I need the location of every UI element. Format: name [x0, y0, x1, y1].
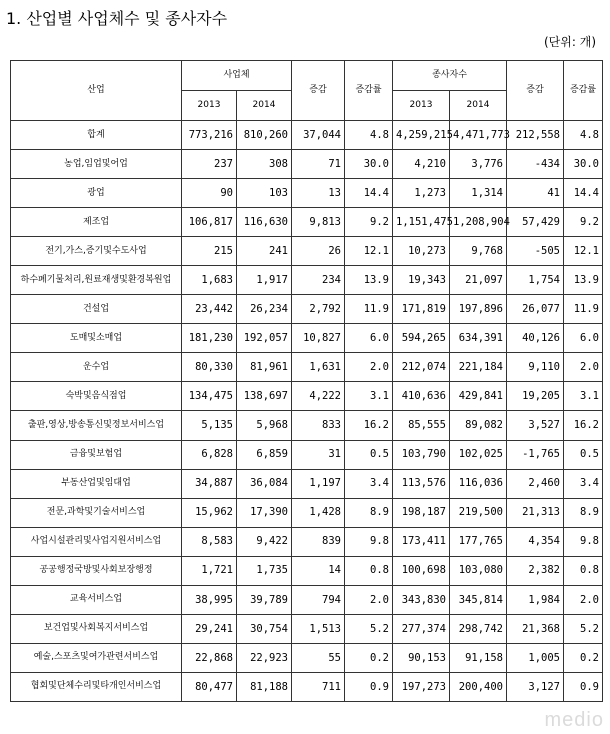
page-title: 1. 산업별 사업체수 및 종사자수 — [6, 9, 228, 28]
establishments-change-rate-cell: 6.0 — [345, 324, 393, 353]
establishments-change-cell: 2,792 — [292, 295, 345, 324]
industry-cell: 공공행정국방및사회보장행정 — [11, 556, 182, 585]
workers-change-cell: 21,368 — [507, 614, 564, 643]
establishments-change-cell: 711 — [292, 672, 345, 701]
table-row — [11, 643, 603, 672]
workers-2013-cell: 1,273 — [393, 179, 450, 208]
establishments-change-cell: 234 — [292, 266, 345, 295]
establishments-change-rate-cell: 2.0 — [345, 585, 393, 614]
workers-change-cell: -434 — [507, 150, 564, 179]
establishments-change-rate-cell: 16.2 — [345, 411, 393, 440]
industry-cell: 사업시설관리및사업지원서비스업 — [11, 527, 182, 556]
establishments-change-rate-cell: 4.8 — [345, 121, 393, 150]
workers-change-rate-cell: 4.8 — [564, 121, 603, 150]
workers-change-cell: 19,205 — [507, 382, 564, 411]
establishments-2013-cell: 215 — [182, 237, 237, 266]
establishments-change-rate-cell: 11.9 — [345, 295, 393, 324]
industry-cell: 예술,스포츠및여가관련서비스업 — [11, 643, 182, 672]
establishments-change-cell: 839 — [292, 527, 345, 556]
establishments-change-rate-cell: 13.9 — [345, 266, 393, 295]
workers-change-cell: 3,127 — [507, 672, 564, 701]
establishments-2013-cell: 237 — [182, 150, 237, 179]
workers-2013-cell: 10,273 — [393, 237, 450, 266]
workers-2014-cell: 89,082 — [450, 411, 507, 440]
establishments-change-cell: 37,044 — [292, 121, 345, 150]
table-row — [11, 440, 603, 469]
establishments-change-rate-cell: 0.5 — [345, 440, 393, 469]
establishments-2013-cell: 8,583 — [182, 527, 237, 556]
workers-change-rate-cell: 2.0 — [564, 353, 603, 382]
industry-stats-table — [10, 60, 603, 702]
workers-2014-cell: 103,080 — [450, 556, 507, 585]
establishments-2014-cell: 81,961 — [237, 353, 292, 382]
workers-2013-cell: 277,374 — [393, 614, 450, 643]
workers-2014-cell: 197,896 — [450, 295, 507, 324]
table-row — [11, 295, 603, 324]
workers-2013-cell: 103,790 — [393, 440, 450, 469]
industry-cell: 운수업 — [11, 353, 182, 382]
establishments-2013-cell: 22,868 — [182, 643, 237, 672]
workers-change-rate-cell: 14.4 — [564, 179, 603, 208]
industry-cell: 합계 — [11, 121, 182, 150]
workers-change-rate-cell: 8.9 — [564, 498, 603, 527]
establishments-2013-cell: 1,721 — [182, 556, 237, 585]
table-row — [11, 498, 603, 527]
table-row — [11, 527, 603, 556]
table-row — [11, 614, 603, 643]
workers-change-cell: 3,527 — [507, 411, 564, 440]
establishments-change-rate-cell: 12.1 — [345, 237, 393, 266]
establishments-change-rate-cell: 9.8 — [345, 527, 393, 556]
workers-2013-cell: 90,153 — [393, 643, 450, 672]
workers-change-rate-cell: 11.9 — [564, 295, 603, 324]
workers-change-cell: -505 — [507, 237, 564, 266]
establishments-2014-cell: 192,057 — [237, 324, 292, 353]
workers-change-rate-cell: 0.8 — [564, 556, 603, 585]
workers-2013-cell: 1,151,475 — [393, 208, 450, 237]
workers-change-rate-cell: 0.2 — [564, 643, 603, 672]
workers-change-rate-cell: 5.2 — [564, 614, 603, 643]
establishments-change-rate-cell: 14.4 — [345, 179, 393, 208]
establishments-2014-cell: 36,084 — [237, 469, 292, 498]
establishments-2014-cell: 308 — [237, 150, 292, 179]
unit-label: (단위: 개) — [544, 35, 596, 49]
workers-change-rate-cell: 9.8 — [564, 527, 603, 556]
table-row — [11, 382, 603, 411]
table-row — [11, 150, 603, 179]
industry-cell: 출판,영상,방송통신및정보서비스업 — [11, 411, 182, 440]
establishments-change-cell: 9,813 — [292, 208, 345, 237]
workers-2014-cell: 9,768 — [450, 237, 507, 266]
workers-change-cell: 1,754 — [507, 266, 564, 295]
establishments-change-cell: 1,428 — [292, 498, 345, 527]
industry-cell: 숙박및음식점업 — [11, 382, 182, 411]
establishments-change-rate-cell: 2.0 — [345, 353, 393, 382]
industry-cell: 전문,과학및기술서비스업 — [11, 498, 182, 527]
workers-2013-cell: 100,698 — [393, 556, 450, 585]
establishments-change-rate-cell: 8.9 — [345, 498, 393, 527]
establishments-change-cell: 31 — [292, 440, 345, 469]
workers-2014-cell: 4,471,773 — [450, 121, 507, 150]
workers-change-cell: 2,460 — [507, 469, 564, 498]
establishments-2013-cell: 6,828 — [182, 440, 237, 469]
establishments-change-rate-cell: 0.9 — [345, 672, 393, 701]
establishments-change-cell: 13 — [292, 179, 345, 208]
establishments-2014-cell: 30,754 — [237, 614, 292, 643]
workers-2013-cell: 343,830 — [393, 585, 450, 614]
workers-2014-cell: 102,025 — [450, 440, 507, 469]
industry-cell: 협회및단체수리및타개인서비스업 — [11, 672, 182, 701]
establishments-2013-cell: 23,442 — [182, 295, 237, 324]
establishments-2013-cell: 134,475 — [182, 382, 237, 411]
table-row — [11, 585, 603, 614]
establishments-2013-cell: 106,817 — [182, 208, 237, 237]
workers-2013-cell: 85,555 — [393, 411, 450, 440]
establishments-2013-cell: 29,241 — [182, 614, 237, 643]
table-row — [11, 237, 603, 266]
table-row — [11, 353, 603, 382]
establishments-2014-cell: 5,968 — [237, 411, 292, 440]
workers-2014-cell: 21,097 — [450, 266, 507, 295]
industry-cell: 건설업 — [11, 295, 182, 324]
workers-change-cell: 57,429 — [507, 208, 564, 237]
establishments-2013-cell: 34,887 — [182, 469, 237, 498]
establishments-2014-cell: 17,390 — [237, 498, 292, 527]
workers-2013-cell: 173,411 — [393, 527, 450, 556]
workers-2014-cell: 177,765 — [450, 527, 507, 556]
establishments-change-cell: 10,827 — [292, 324, 345, 353]
workers-2013-cell: 212,074 — [393, 353, 450, 382]
workers-2013-cell: 19,343 — [393, 266, 450, 295]
workers-change-rate-cell: 2.0 — [564, 585, 603, 614]
workers-change-cell: 9,110 — [507, 353, 564, 382]
industry-cell: 도매및소매업 — [11, 324, 182, 353]
header-establishments: 사업체 — [182, 61, 292, 91]
table-row — [11, 121, 603, 150]
workers-2014-cell: 1,208,904 — [450, 208, 507, 237]
header-workers-2013: 2013 — [393, 91, 450, 121]
establishments-change-cell: 4,222 — [292, 382, 345, 411]
workers-2013-cell: 113,576 — [393, 469, 450, 498]
establishments-2014-cell: 26,234 — [237, 295, 292, 324]
establishments-change-rate-cell: 3.4 — [345, 469, 393, 498]
establishments-change-cell: 71 — [292, 150, 345, 179]
workers-change-rate-cell: 13.9 — [564, 266, 603, 295]
workers-2014-cell: 429,841 — [450, 382, 507, 411]
workers-change-cell: 41 — [507, 179, 564, 208]
establishments-2013-cell: 5,135 — [182, 411, 237, 440]
workers-change-rate-cell: 9.2 — [564, 208, 603, 237]
establishments-2013-cell: 773,216 — [182, 121, 237, 150]
industry-cell: 보건업및사회복지서비스업 — [11, 614, 182, 643]
header-workers-change-rate: 증감률 — [564, 61, 603, 121]
establishments-2014-cell: 9,422 — [237, 527, 292, 556]
establishments-change-cell: 14 — [292, 556, 345, 585]
establishments-change-rate-cell: 9.2 — [345, 208, 393, 237]
table-body — [11, 121, 603, 702]
header-establishments-change-rate: 증감률 — [345, 61, 393, 121]
establishments-change-cell: 1,513 — [292, 614, 345, 643]
establishments-change-rate-cell: 3.1 — [345, 382, 393, 411]
workers-2014-cell: 219,500 — [450, 498, 507, 527]
workers-change-cell: 212,558 — [507, 121, 564, 150]
workers-change-cell: 1,984 — [507, 585, 564, 614]
industry-cell: 농업,임업및어업 — [11, 150, 182, 179]
table-row — [11, 208, 603, 237]
industry-cell: 광업 — [11, 179, 182, 208]
workers-2014-cell: 200,400 — [450, 672, 507, 701]
header-workers-change: 증감 — [507, 61, 564, 121]
workers-2013-cell: 197,273 — [393, 672, 450, 701]
establishments-change-cell: 833 — [292, 411, 345, 440]
workers-change-rate-cell: 3.1 — [564, 382, 603, 411]
workers-change-cell: 2,382 — [507, 556, 564, 585]
establishments-change-rate-cell: 0.8 — [345, 556, 393, 585]
header-establishments-2013: 2013 — [182, 91, 237, 121]
workers-change-cell: 1,005 — [507, 643, 564, 672]
establishments-2013-cell: 181,230 — [182, 324, 237, 353]
workers-change-cell: 4,354 — [507, 527, 564, 556]
workers-2014-cell: 116,036 — [450, 469, 507, 498]
establishments-2014-cell: 1,735 — [237, 556, 292, 585]
establishments-change-rate-cell: 0.2 — [345, 643, 393, 672]
establishments-2013-cell: 15,962 — [182, 498, 237, 527]
establishments-2014-cell: 22,923 — [237, 643, 292, 672]
watermark-logo: medio — [544, 709, 604, 731]
workers-change-rate-cell: 0.9 — [564, 672, 603, 701]
establishments-2014-cell: 138,697 — [237, 382, 292, 411]
table-row — [11, 324, 603, 353]
establishments-2013-cell: 80,330 — [182, 353, 237, 382]
workers-2013-cell: 4,259,215 — [393, 121, 450, 150]
establishments-2014-cell: 241 — [237, 237, 292, 266]
workers-change-cell: 26,077 — [507, 295, 564, 324]
header-establishments-change: 증감 — [292, 61, 345, 121]
workers-2014-cell: 298,742 — [450, 614, 507, 643]
workers-2014-cell: 634,391 — [450, 324, 507, 353]
table-row — [11, 556, 603, 585]
industry-cell: 교육서비스업 — [11, 585, 182, 614]
industry-cell: 금융및보험업 — [11, 440, 182, 469]
header-workers-2014: 2014 — [450, 91, 507, 121]
workers-2014-cell: 3,776 — [450, 150, 507, 179]
industry-cell: 부동산업및임대업 — [11, 469, 182, 498]
table-row — [11, 672, 603, 701]
workers-change-cell: -1,765 — [507, 440, 564, 469]
table-row — [11, 469, 603, 498]
table-row — [11, 266, 603, 295]
establishments-2014-cell: 116,630 — [237, 208, 292, 237]
establishments-2014-cell: 81,188 — [237, 672, 292, 701]
establishments-change-cell: 26 — [292, 237, 345, 266]
establishments-2014-cell: 1,917 — [237, 266, 292, 295]
establishments-change-rate-cell: 5.2 — [345, 614, 393, 643]
workers-2013-cell: 410,636 — [393, 382, 450, 411]
workers-change-cell: 21,313 — [507, 498, 564, 527]
establishments-change-cell: 1,631 — [292, 353, 345, 382]
workers-change-rate-cell: 3.4 — [564, 469, 603, 498]
workers-2013-cell: 594,265 — [393, 324, 450, 353]
workers-change-rate-cell: 16.2 — [564, 411, 603, 440]
workers-2013-cell: 198,187 — [393, 498, 450, 527]
industry-cell: 제조업 — [11, 208, 182, 237]
industry-cell: 전기,가스,증기및수도사업 — [11, 237, 182, 266]
establishments-2013-cell: 80,477 — [182, 672, 237, 701]
workers-change-rate-cell: 0.5 — [564, 440, 603, 469]
workers-2014-cell: 221,184 — [450, 353, 507, 382]
establishments-2013-cell: 38,995 — [182, 585, 237, 614]
workers-2013-cell: 171,819 — [393, 295, 450, 324]
header-workers: 종사자수 — [393, 61, 507, 91]
table-row — [11, 179, 603, 208]
establishments-change-rate-cell: 30.0 — [345, 150, 393, 179]
workers-change-cell: 40,126 — [507, 324, 564, 353]
workers-2014-cell: 1,314 — [450, 179, 507, 208]
establishments-2014-cell: 6,859 — [237, 440, 292, 469]
establishments-2014-cell: 103 — [237, 179, 292, 208]
establishments-2013-cell: 90 — [182, 179, 237, 208]
header-establishments-2014: 2014 — [237, 91, 292, 121]
establishments-change-cell: 794 — [292, 585, 345, 614]
workers-2014-cell: 345,814 — [450, 585, 507, 614]
workers-change-rate-cell: 6.0 — [564, 324, 603, 353]
establishments-change-cell: 1,197 — [292, 469, 345, 498]
workers-change-rate-cell: 12.1 — [564, 237, 603, 266]
establishments-2013-cell: 1,683 — [182, 266, 237, 295]
industry-cell: 하수폐기물처리,원료재생및환경복원업 — [11, 266, 182, 295]
establishments-2014-cell: 39,789 — [237, 585, 292, 614]
establishments-2014-cell: 810,260 — [237, 121, 292, 150]
establishments-change-cell: 55 — [292, 643, 345, 672]
table-row — [11, 411, 603, 440]
workers-2013-cell: 4,210 — [393, 150, 450, 179]
workers-2014-cell: 91,158 — [450, 643, 507, 672]
workers-change-rate-cell: 30.0 — [564, 150, 603, 179]
header-industry: 산업 — [11, 61, 182, 121]
